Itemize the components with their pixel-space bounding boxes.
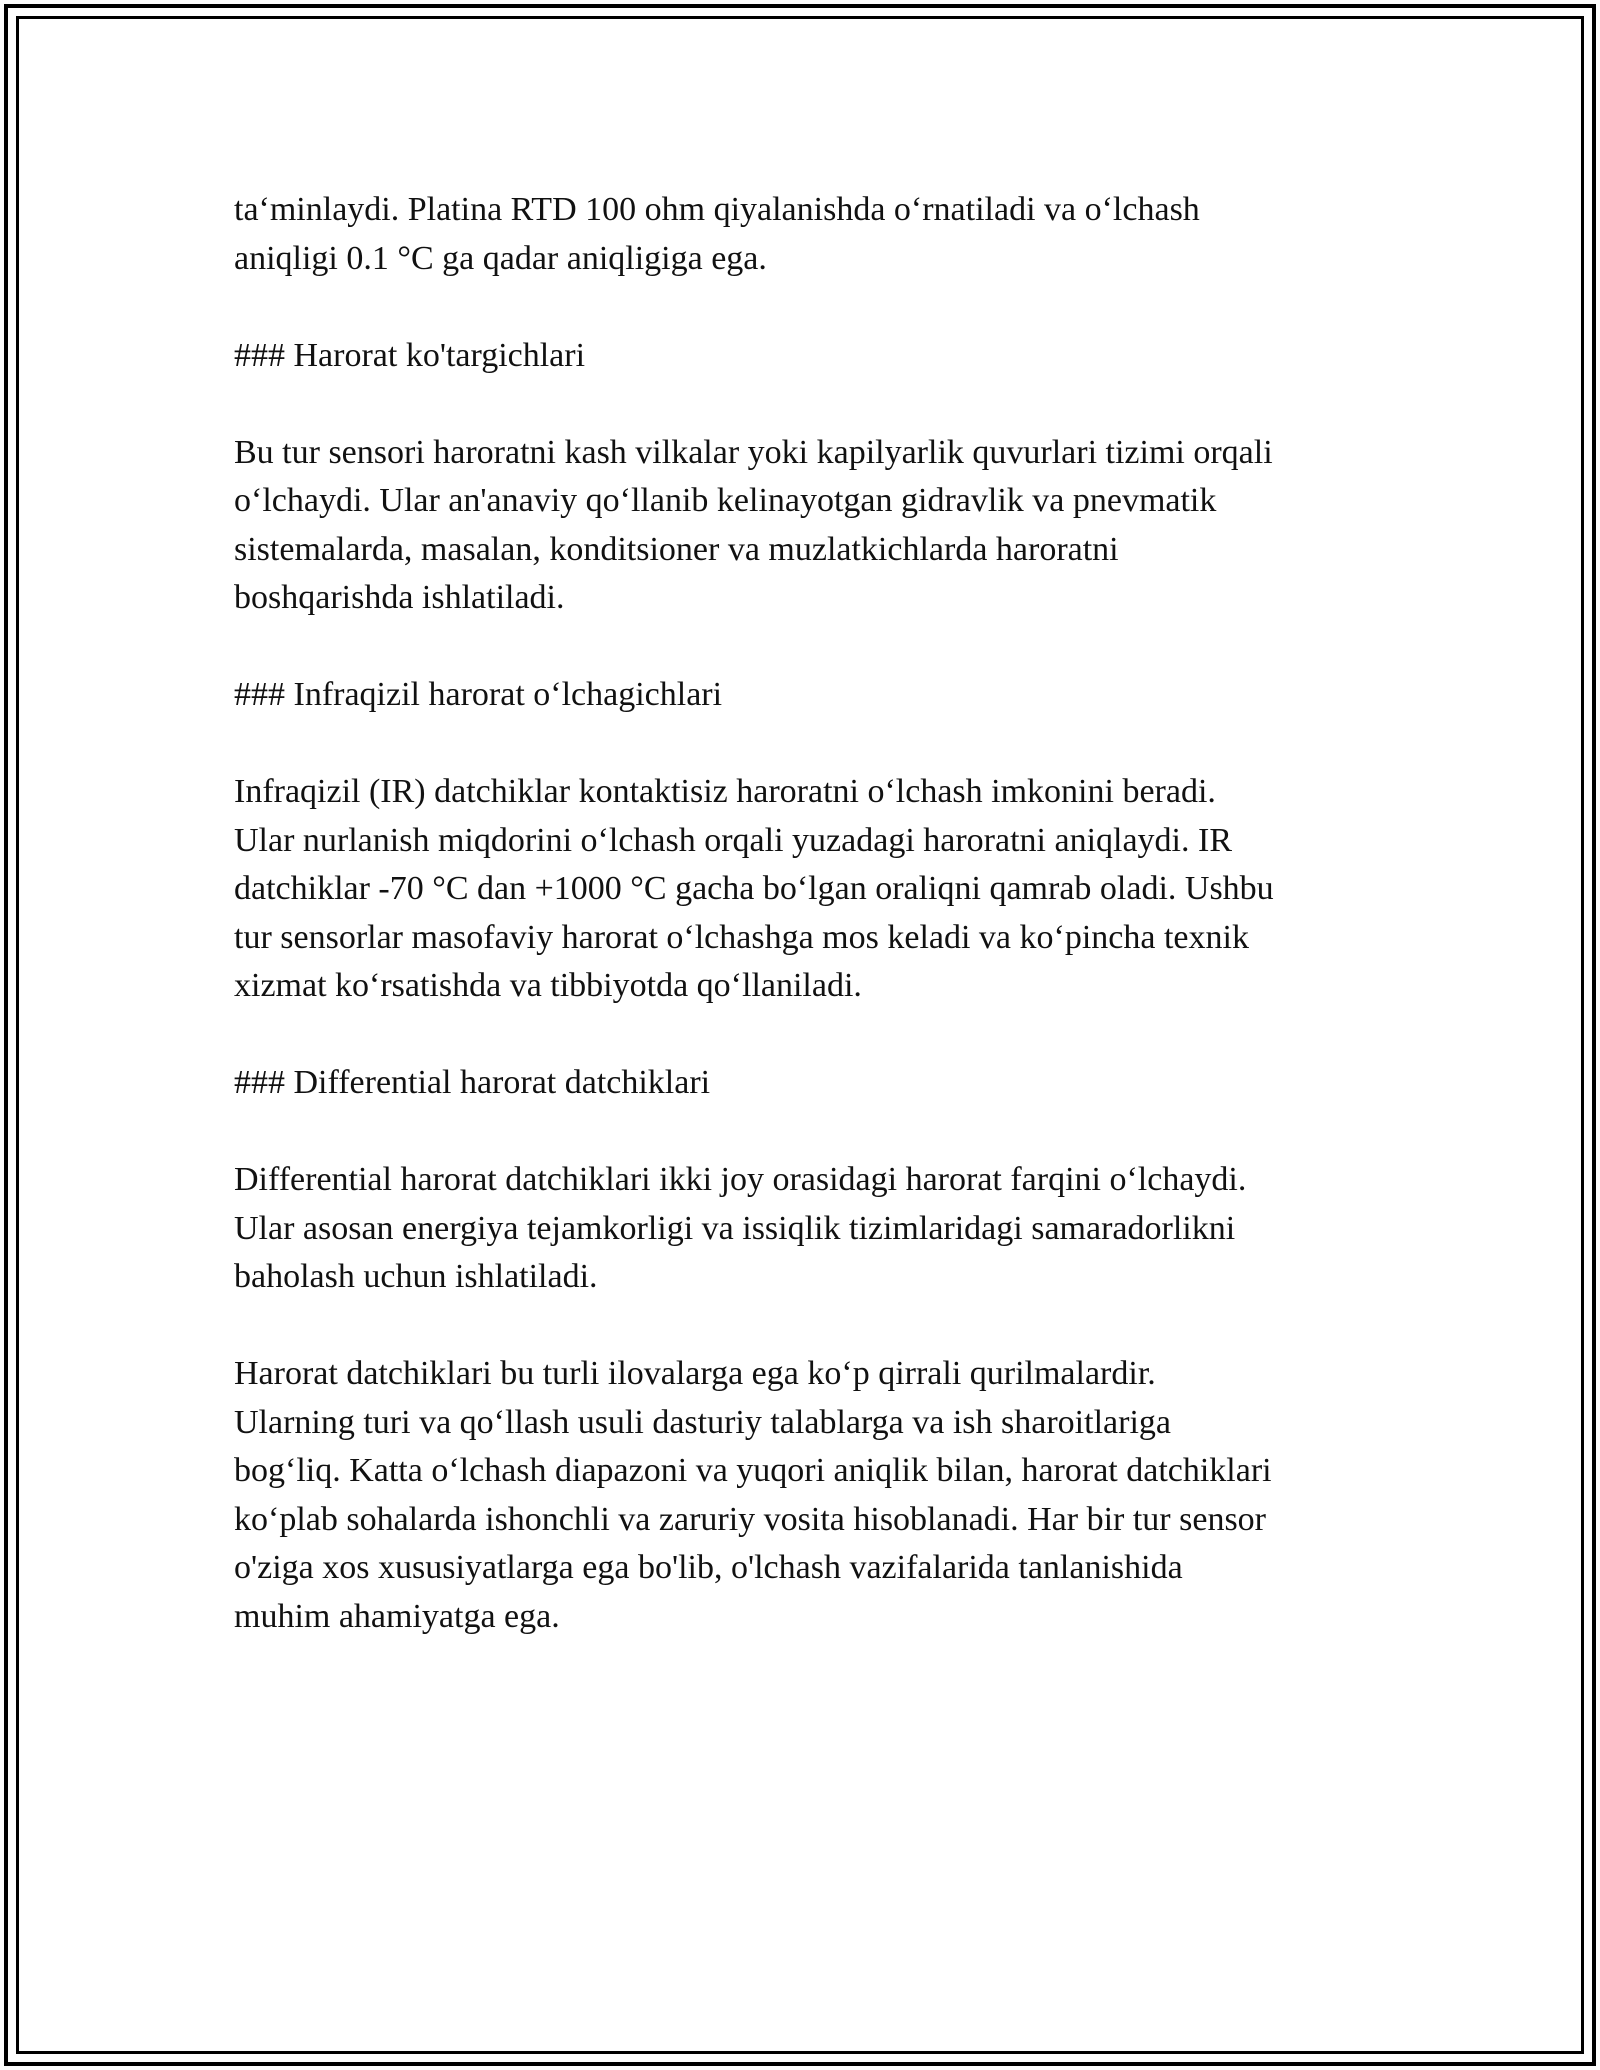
paragraph-rtd-continuation: ta‘minlaydi. Platina RTD 100 ohm qiyalanishda o‘rnatiladi va o‘lchash aniqligi 0.1 °C ga qadar aniqligiga ega.: [234, 191, 1200, 277]
heading-differential: ### Differential harorat datchiklari: [234, 1064, 711, 1101]
paragraph-differential: Differential harorat datchiklari ikki joy orasidagi harorat farqini o‘lchaydi. Ular asosan energiya tejamkorligi va issiqlik tizimlaridagi samaradorlikni baholash uchun ishlatiladi.: [234, 1161, 1247, 1295]
paragraph-infraqizil: Infraqizil (IR) datchiklar kontaktisiz haroratni o‘lchash imkonini beradi. Ular nurlanish miqdorini o‘lchash orqali yuzadagi haroratni aniqlaydi. IR datchiklar -70 °C dan +1000 °C gacha bo‘lgan oraliqni qamrab oladi. Ushbu tur sensorlar masofaviy harorat o‘lchashga mos keladi va ko‘pincha texnik xizmat ko‘rsatishda va tibbiyotda qo‘llaniladi.: [234, 773, 1274, 1004]
heading-harorat-kotargichlari: ### Harorat ko'targichlari: [234, 336, 586, 374]
heading-infraqizil: ### Infraqizil harorat o‘lchagichlari: [234, 676, 723, 713]
paragraph-harorat-kotargichlari: Bu tur sensori haroratni kash vilkalar yoki kapilyarlik quvurlari tizimi orqali o‘lchaydi. Ular an'anaviy qo‘llanib kelinayotgan gidravlik va pnevmatik sistemalarda, masalan, konditsioner va muzlatkichlarda haroratni boshqarishda ishlatiladi.: [234, 433, 1273, 616]
document-body: [234, 186, 1384, 1641]
paragraph-conclusion: Harorat datchiklari bu turli ilovalarga ega ko‘p qirrali qurilmalardir. Ularning turi va qo‘llash usuli dasturiy talablarga va ish sharoitlariga bog‘liq. Katta o‘lchash diapazoni va yuqori aniqlik bilan, harorat datchiklari ko‘plab sohalarda ishonchli va zaruriy vosita hisoblanadi. Har bir tur sensor o'ziga xos xususiyatlarga ega bo'lib, o'lchash vazifalarida tanlanishida muhim ahamiyatga ega.: [234, 1355, 1272, 1635]
